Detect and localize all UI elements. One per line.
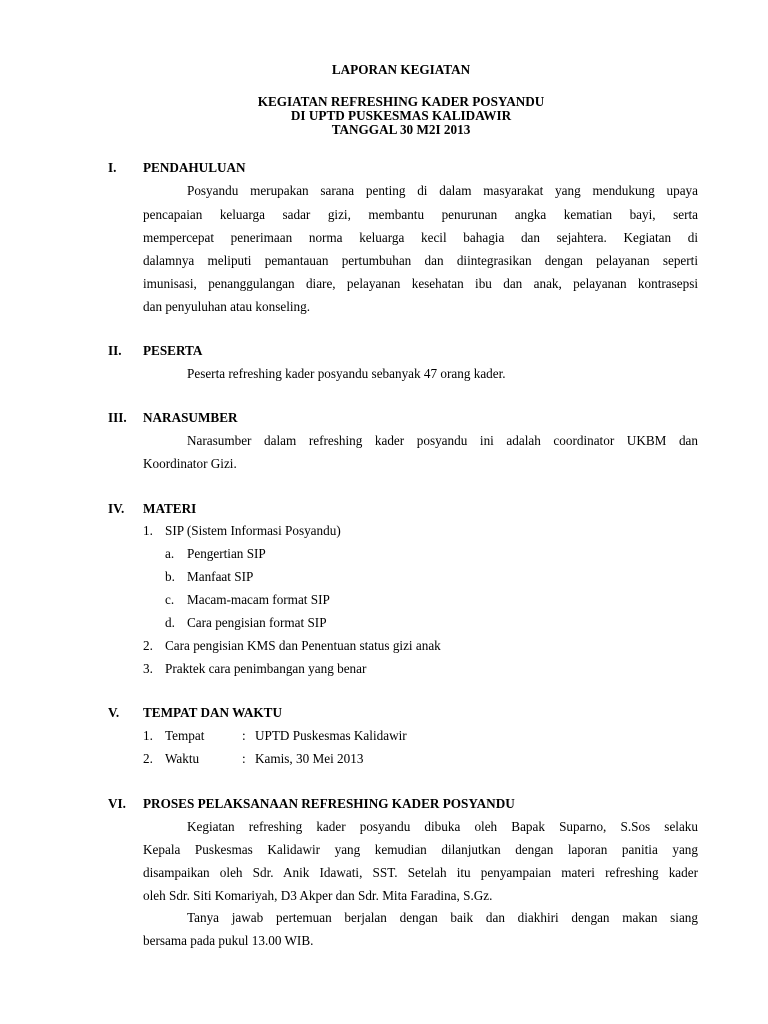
report-title: LAPORAN KEGIATAN xyxy=(331,62,471,77)
section-number: IV. xyxy=(108,501,125,516)
sub-item-letter: b. xyxy=(165,569,175,584)
paragraph-line: Kepala Puskesmas Kalidawir yang kemudian dilanjutkan dengan laporan panitia yang xyxy=(143,842,698,857)
list-item-number: 2. xyxy=(143,638,153,653)
section-heading-proses: PROSES PELAKSANAAN REFRESHING KADER POSYANDU xyxy=(143,796,515,811)
paragraph-line: Koordinator Gizi. xyxy=(143,456,237,471)
list-item: Praktek cara penimbangan yang benar xyxy=(165,661,367,676)
section-heading-materi: MATERI xyxy=(143,501,197,516)
paragraph-line: bersama pada pukul 13.00 WIB. xyxy=(143,933,314,948)
sub-item: Cara pengisian format SIP xyxy=(187,615,327,630)
section-number: V. xyxy=(108,705,120,720)
paragraph-line: mempercepat penerimaan norma keluarga kecil bahagia dan sejahtera. Kegiatan di xyxy=(143,230,698,245)
paragraph-line: dan penyuluhan atau konseling. xyxy=(143,299,311,314)
list-item-number: 2. xyxy=(143,751,153,766)
list-item-number: 3. xyxy=(143,661,153,676)
paragraph-line: imunisasi, penanggulangan diare, pelayanan kesehatan ibu dan anak, pelayanan kontrasepsi xyxy=(143,276,698,291)
sub-item: Manfaat SIP xyxy=(187,569,254,584)
field-separator: : xyxy=(242,728,246,743)
section-number: I. xyxy=(108,160,117,175)
paragraph-line: Peserta refreshing kader posyandu sebanyak 47 orang kader. xyxy=(187,366,506,381)
section-number: III. xyxy=(108,410,127,425)
paragraph-line: dalamnya meliputi pemantauan pertumbuhan dan diintegrasikan dengan pelayanan seperti xyxy=(143,253,698,268)
section-heading-peserta: PESERTA xyxy=(143,343,203,358)
sub-item: Pengertian SIP xyxy=(187,546,266,561)
field-label: Waktu xyxy=(165,751,200,766)
section-number: II. xyxy=(108,343,122,358)
sub-item: Macam-macam format SIP xyxy=(187,592,330,607)
section-number: VI. xyxy=(108,796,126,811)
paragraph-line: Narasumber dalam refreshing kader posyandu ini adalah coordinator UKBM dan xyxy=(187,433,698,448)
report-subtitle: KEGIATAN REFRESHING KADER POSYANDU xyxy=(257,94,545,109)
sub-item-letter: d. xyxy=(165,615,175,630)
list-item: SIP (Sistem Informasi Posyandu) xyxy=(165,523,341,538)
list-item-number: 1. xyxy=(143,728,153,743)
section-heading-narasumber: NARASUMBER xyxy=(143,410,238,425)
paragraph-line: Kegiatan refreshing kader posyandu dibuka oleh Bapak Suparno, S.Sos selaku xyxy=(187,819,698,834)
paragraph-line: pencapaian keluarga sadar gizi, membantu penurunan angka kematian bayi, serta xyxy=(143,207,698,222)
report-subtitle: DI UPTD PUSKESMAS KALIDAWIR xyxy=(290,108,512,123)
field-value: Kamis, 30 Mei 2013 xyxy=(255,751,364,766)
sub-item-letter: c. xyxy=(165,592,175,607)
section-heading-pendahuluan: PENDAHULUAN xyxy=(143,160,246,175)
section-heading-tempat-waktu: TEMPAT DAN WAKTU xyxy=(143,705,282,720)
paragraph-line: disampaikan oleh Sdr. Anik Idawati, SST. Setelah itu penyampaian materi refreshing kader xyxy=(143,865,698,880)
field-value: UPTD Puskesmas Kalidawir xyxy=(255,728,407,743)
report-date: TANGGAL 30 M2I 2013 xyxy=(331,122,471,137)
paragraph-line: oleh Sdr. Siti Komariyah, D3 Akper dan Sdr. Mita Faradina, S.Gz. xyxy=(143,888,493,903)
sub-item-letter: a. xyxy=(165,546,175,561)
paragraph-line: Tanya jawab pertemuan berjalan dengan baik dan diakhiri dengan makan siang xyxy=(187,910,698,925)
field-label: Tempat xyxy=(165,728,205,743)
list-item-number: 1. xyxy=(143,523,153,538)
paragraph-line: Posyandu merupakan sarana penting di dalam masyarakat yang mendukung upaya xyxy=(187,183,698,198)
field-separator: : xyxy=(242,751,246,766)
list-item: Cara pengisian KMS dan Penentuan status gizi anak xyxy=(165,638,441,653)
